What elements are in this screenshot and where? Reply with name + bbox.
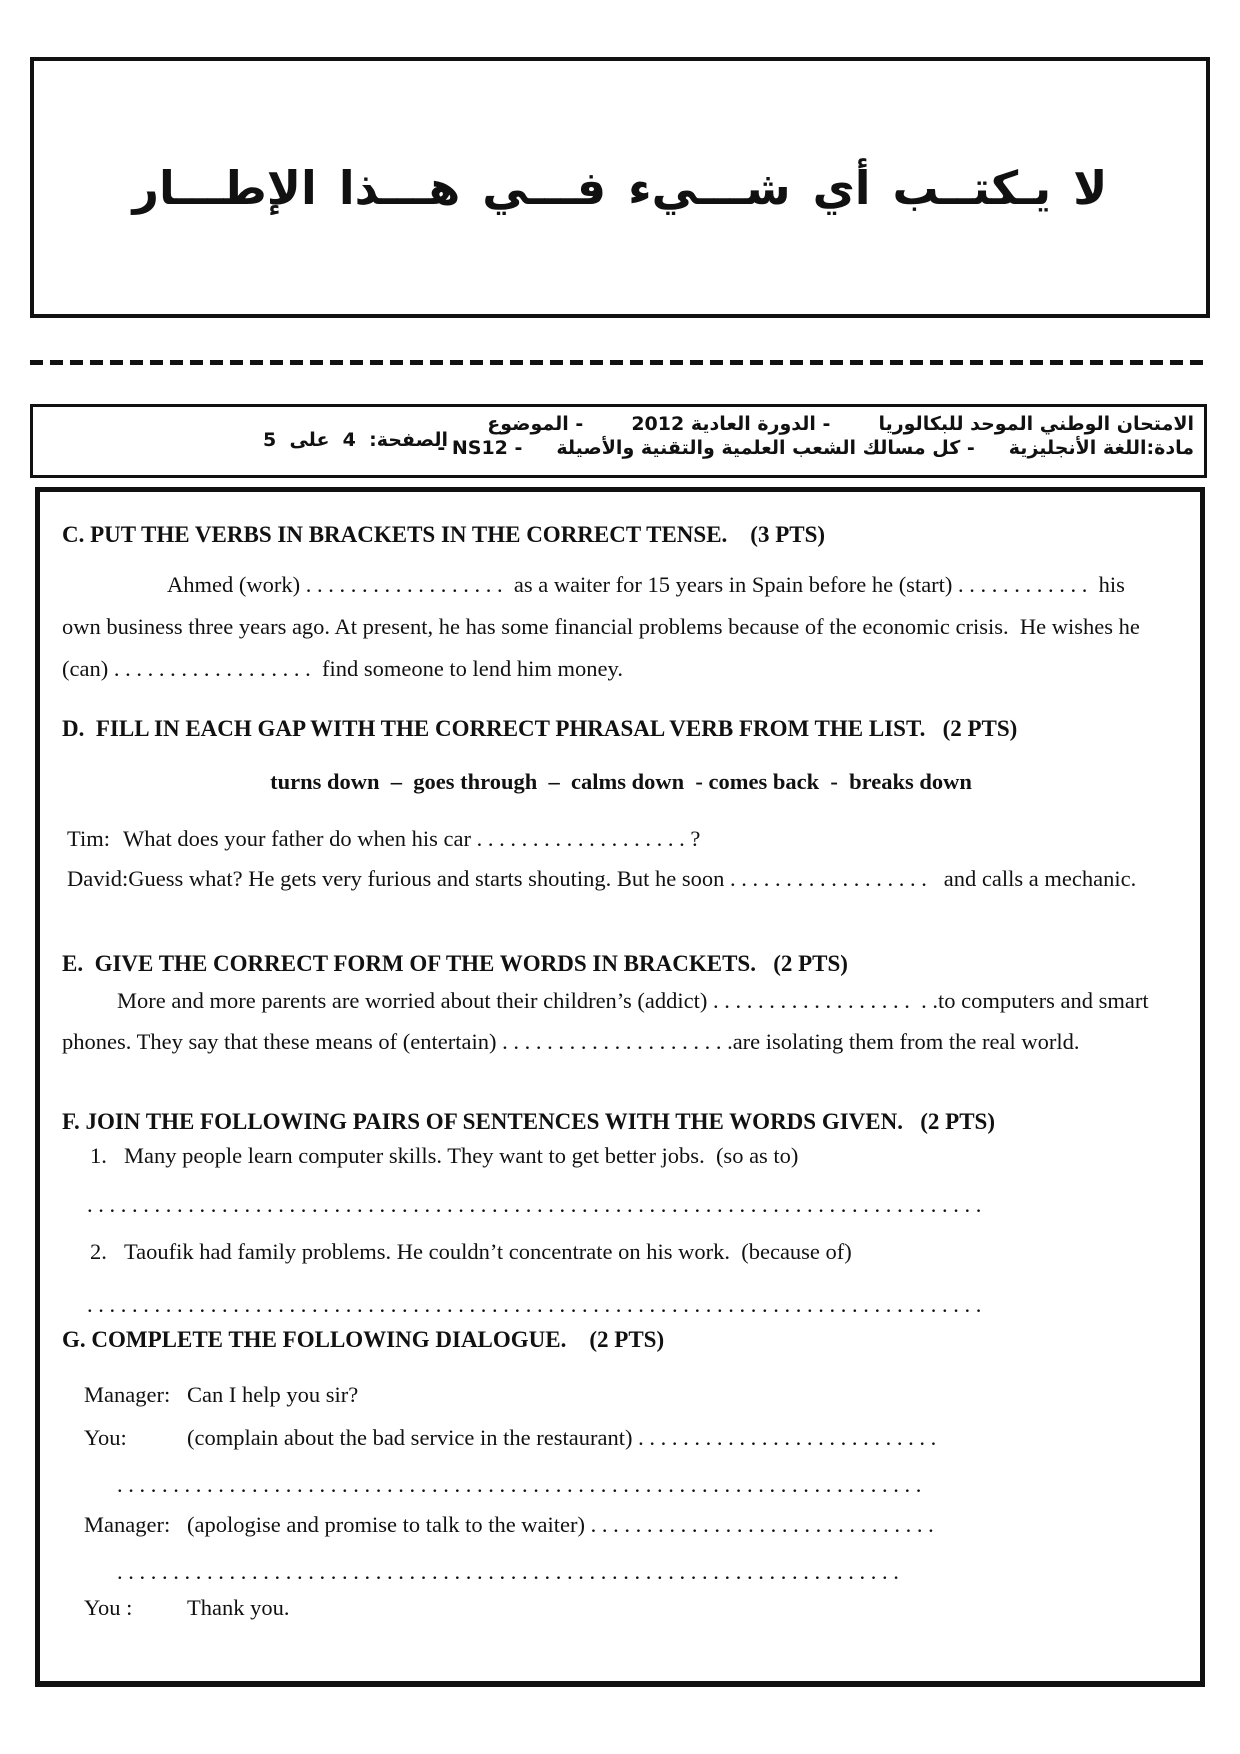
section-f-item-1 — [62, 1139, 1180, 1173]
questions-box — [35, 487, 1205, 1687]
exam-code: - NS12 - — [437, 437, 523, 459]
page-number: الصفحة: 4 على 5 — [263, 429, 448, 451]
answer-line-f1: . . . . . . . . . . . . . . . . . . . . . . . . . . . . . . . . . . . . . . . . . . . . . . . . . . . . . . . . . . . . . . . . . . . . . . . . . . . . . . . . — [87, 1192, 982, 1217]
section-e-line1: More and more parents are worried about their children’s (addict) . . . . . . . . . . . . . . . . . . . .to computers and smart — [117, 988, 1149, 1013]
no-write-text: لا يـكتــب أي شـــيء فـــي هـــذا الإطـــار — [132, 160, 1108, 215]
speaker-label-manager-2: Manager: — [84, 1512, 171, 1537]
speaker-label-manager-1: Manager: — [84, 1382, 171, 1407]
answer-line-you-1: . . . . . . . . . . . . . . . . . . . . . . . . . . . . . . . . . . . . . . . . . . . . . . . . . . . . . . . . . . . . . . . . . . . . . . . . — [117, 1472, 922, 1497]
speaker-label-david: David: — [67, 866, 129, 891]
dialogue-line-manager-2 — [62, 1508, 1180, 1542]
dialogue-line-tim — [62, 822, 1180, 856]
section-c-line1: Ahmed (work) . . . . . . . . . . . . . . . . . . as a waiter for 15 years in Spain before he (start) . . . . . . . . . . . . his — [167, 572, 1125, 597]
item-1-number: 1. — [90, 1143, 107, 1168]
dialogue-line-you-2 — [62, 1591, 1180, 1625]
dialogue-text-tim: What does your father do when his car . . . . . . . . . . . . . . . . . . . ? — [123, 826, 701, 851]
answer-line-manager-2: . . . . . . . . . . . . . . . . . . . . . . . . . . . . . . . . . . . . . . . . . . . . . . . . . . . . . . . . . . . . . . . . . . . . . . — [117, 1559, 899, 1584]
section-g-heading: G. COMPLETE THE FOLLOWING DIALOGUE. (2 PTS) — [62, 1327, 665, 1352]
exam-title: الامتحان الوطني الموحد للبكالوريا — [878, 413, 1194, 435]
speaker-label-you-1: You: — [84, 1425, 127, 1450]
exam-session: - الدورة العادية 2012 — [631, 413, 831, 435]
exam-subject-label: - الموضوع — [487, 413, 584, 435]
section-f-item-2 — [62, 1235, 1180, 1269]
section-c-line2: own business three years ago. At present, he has some financial problems because of the economic crisis. He wishes he — [62, 614, 1140, 639]
exam-header-box — [30, 404, 1207, 478]
section-d-word-list: turns down – goes through – calms down - comes back - breaks down — [270, 769, 972, 794]
speaker-label-you-2: You : — [84, 1595, 133, 1620]
dialogue-line-david — [62, 862, 1180, 896]
answer-line-f2: . . . . . . . . . . . . . . . . . . . . . . . . . . . . . . . . . . . . . . . . . . . . . . . . . . . . . . . . . . . . . . . . . . . . . . . . . . . . . . . . — [87, 1292, 982, 1317]
item-2-text: Taoufik had family problems. He couldn’t concentrate on his work. (because of) — [124, 1239, 852, 1264]
item-2-number: 2. — [90, 1239, 107, 1264]
dialogue-text-manager-1: Can I help you sir? — [187, 1382, 359, 1407]
exam-subject: مادة:اللغة الأنجليزية — [1008, 437, 1194, 459]
dialogue-line-you-1 — [62, 1421, 1180, 1455]
section-e-heading: E. GIVE THE CORRECT FORM OF THE WORDS IN BRACKETS. (2 PTS) — [62, 951, 848, 976]
dashed-separator — [30, 360, 1210, 365]
section-c-line3: (can) . . . . . . . . . . . . . . . . . . find someone to lend him money. — [62, 656, 623, 681]
dialogue-text-you-1: (complain about the bad service in the restaurant) . . . . . . . . . . . . . . . . . . . . . . . . . . . — [187, 1425, 937, 1450]
item-1-text: Many people learn computer skills. They want to get better jobs. (so as to) — [124, 1143, 799, 1168]
dialogue-text-david: Guess what? He gets very furious and starts shouting. But he soon . . . . . . . . . . . . . . . . . . and calls a mechanic. — [128, 866, 1137, 891]
section-c-heading: C. PUT THE VERBS IN BRACKETS IN THE CORRECT TENSE. (3 PTS) — [62, 522, 826, 547]
no-write-frame — [30, 57, 1210, 318]
header-row-2 — [33, 437, 1194, 459]
speaker-label-tim: Tim: — [67, 826, 110, 851]
header-row-1 — [33, 413, 1194, 435]
dialogue-text-you-2: Thank you. — [187, 1595, 290, 1620]
dialogue-line-manager-1 — [62, 1378, 1180, 1412]
exam-tracks: - كل مسالك الشعب العلمية والتقنية والأصيلة — [556, 437, 975, 459]
section-f-heading: F. JOIN THE FOLLOWING PAIRS OF SENTENCES WITH THE WORDS GIVEN. (2 PTS) — [62, 1109, 995, 1134]
dialogue-text-manager-2: (apologise and promise to talk to the waiter) . . . . . . . . . . . . . . . . . . . . . . . . . . . . . . . — [187, 1512, 934, 1537]
section-d-heading: D. FILL IN EACH GAP WITH THE CORRECT PHRASAL VERB FROM THE LIST. (2 PTS) — [62, 716, 1018, 741]
section-e-line2: phones. They say that these means of (entertain) . . . . . . . . . . . . . . . . . . . . .are isolating them from the real world. — [62, 1029, 1080, 1054]
